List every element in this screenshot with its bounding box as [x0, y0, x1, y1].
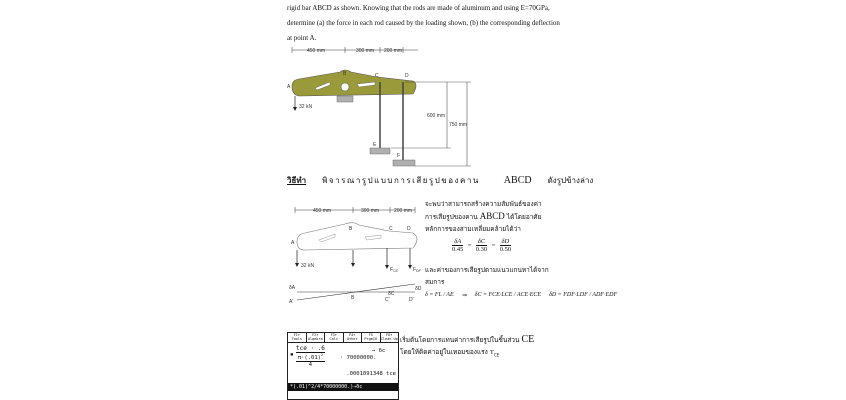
pin-support [337, 96, 353, 102]
fig2-dim-ab: 450 mm [313, 208, 332, 214]
dim-cd: 200 mm [384, 48, 403, 54]
eq-d: δD = FDF·LDF / ADF·EDF [549, 292, 618, 298]
fig2-delta-a: δA [289, 285, 296, 291]
member-ce: CE [521, 334, 535, 345]
explain-line-5: สมการ [425, 278, 445, 286]
support-e [370, 148, 390, 154]
label-d: D [405, 73, 409, 79]
solution-heading: วิธีทำ [287, 176, 307, 185]
problem-line-3: at point A. [287, 34, 317, 42]
explain-line-4: และค่าของการเสียรูปตามแนวแกนหาได้จาก [425, 266, 549, 274]
dim-ab: 450 mm [307, 48, 326, 54]
problem-figure [285, 44, 505, 172]
explain-line-2: การเสียรูปของคาน ABCD ได้โดยอาศัย [425, 211, 542, 221]
dim-bc: 300 mm [356, 48, 375, 54]
fig2-dim-bc: 300 mm [361, 208, 380, 214]
fig2-delta-d: δD [415, 286, 422, 292]
rigid-bar [292, 70, 416, 96]
deformation-figure [285, 200, 425, 312]
fig2-def-b: B [351, 295, 355, 301]
explain-line-6: เริ่มต้นโดยการแทนค่าการเสียรูปในชิ้นส่วน CE [400, 334, 535, 345]
explain-line-7: โดยให้ติดค่าอยู่ในเทอมของแรง $T_{CE}$ [400, 348, 500, 358]
deformation-equations: δ = FL / AE ⇒ δC = FCE·LCE / ACE·ECE δD = FDF·LDF / ADF·EDF [425, 292, 618, 299]
fig2-def-c: C' [385, 297, 390, 303]
problem-line-1: rigid bar ABCD as shown. Knowing that the rods are made of aluminum and using E=70GPa, [287, 4, 550, 12]
label-e: E [373, 142, 377, 148]
fig2-delta-c: δC [388, 291, 395, 297]
fig2-label-d: D [407, 226, 411, 232]
label-c: C [375, 73, 379, 79]
fig2-def-d: D' [409, 297, 414, 303]
explain-line-3: หลักการของสามเหลี่ยมคล้ายได้ว่า [425, 225, 521, 233]
solution-intro: พิจารณารูปแบบการเสียรูปของคาน [322, 176, 480, 185]
fig2-label-c: C [389, 226, 393, 232]
calculator-history: ▪ tce · .6 $\pi\cdot(.01)^2$ 4 · 70000000. → δc .0001091348 tce [290, 345, 396, 377]
solution-bar: ABCD [503, 175, 532, 186]
fig2-force-ce: $F_{CE}$ [390, 267, 398, 273]
explain-bar: ABCD [479, 211, 505, 221]
solution-intro-end: ดังรูปข้างล่าง [547, 176, 594, 185]
fig2-load: 32 kN [301, 263, 315, 269]
fig2-bar [297, 223, 417, 250]
label-f: F [397, 153, 401, 159]
fig2-force-df: $F_{DF}$ [413, 267, 421, 273]
fig2-dim-cd: 200 mm [394, 208, 413, 214]
problem-line-2: determine (a) the force in each rod caused by the loading shown, (b) the corresponding deflection [287, 19, 560, 27]
explain-line-1: จะพบว่าสามารถสร้างความสัมพันธ์ของค่า [425, 200, 542, 208]
label-a: A [287, 84, 291, 90]
calculator-screen [287, 332, 399, 400]
calculator-menu: F1▾ Tools F2▾ Algebra F3▾ Calc F4▾ Other F5 PrgmIO F6▾ Clean Up [288, 333, 398, 343]
similar-triangles-eq: $\frac{\delta A}{0.45}$ = $\frac{\delta C}{0.30}$ = $\frac{\delta D}{0.50}$ [452, 238, 512, 253]
calculator-entry-line[interactable]: *(.01)^2/4*70000000.)→δc [288, 383, 398, 391]
len-df: 750 mm [449, 122, 468, 128]
support-f [393, 160, 415, 166]
len-ce: 600 mm [427, 113, 446, 119]
fig2-def-a: A' [289, 299, 294, 305]
eq-general: δ = FL / AE [425, 292, 454, 298]
load-label: 32 kN [299, 104, 313, 110]
fig2-label-b: B [349, 226, 353, 232]
calculator-result: .0001091348 tce [346, 371, 396, 377]
eq-c: δC = FCE·LCE / ACE·ECE [474, 292, 542, 298]
fig2-label-a: A [291, 240, 295, 246]
label-b: B [343, 71, 347, 77]
